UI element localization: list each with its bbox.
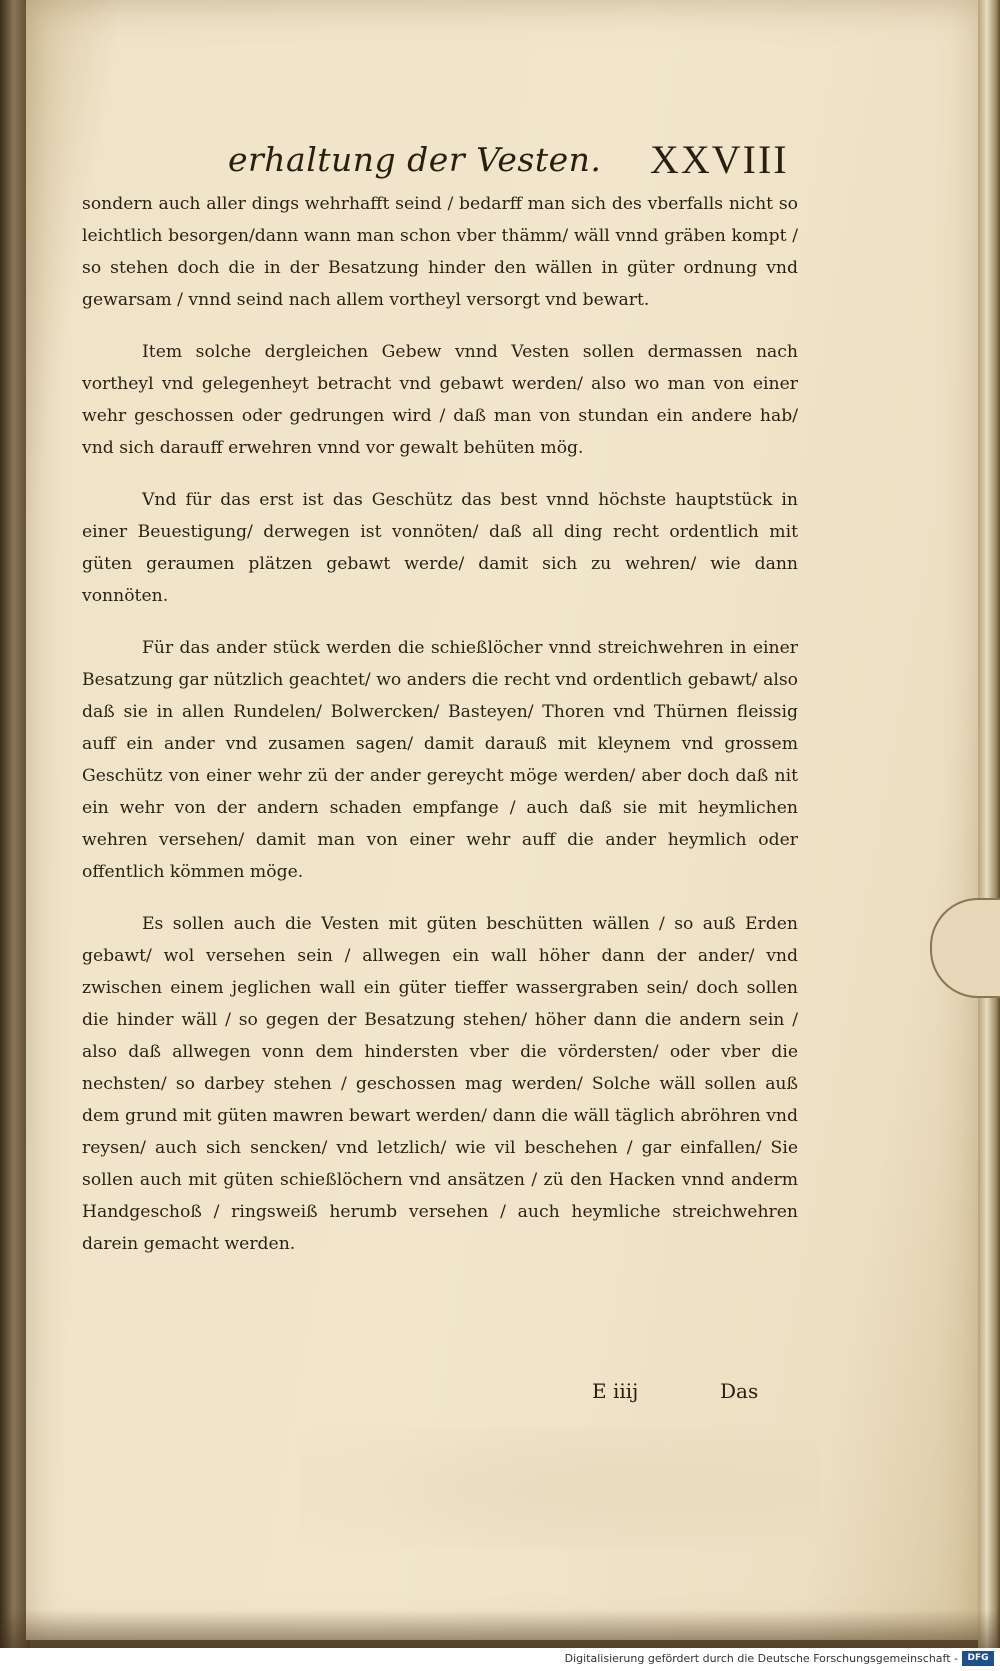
ink-bleed-through — [300, 1428, 820, 1548]
paragraph-2: Item solche dergleichen Gebew vnnd Vesten sollen dermassen nach vortheyl vnd gelegenheyt betracht vnd gebawt werden/ also wo man von einer wehr geschossen oder gedrungen wird / daß man von stundan ein andere hab/ vnd sich darauff erwehren vnnd vor gewalt behüten mög. — [82, 342, 798, 458]
paragraph-4: Für das ander stück werden die schießlöcher vnnd streichwehren in einer Besatzung gar nützlich geachtet/ wo anders die recht vnd ordentlich gebawt/ also daß sie in allen Rundelen/ Bolwercken/ Basteyen/ Thoren vnd Thürnen fleissig auff ein ander vnd zusamen sagen/ damit darauß mit kleynem vnd grossem Geschütz von einer wehr zü der ander gereycht möge werden/ aber doch daß nit ein wehr von der andern schaden empfange / auch daß sie mit heymlichen wehren versehen/ damit man von einer wehr auff die ander heymlich oder offentlich kömmen möge. — [82, 638, 798, 882]
funding-credit: Digitalisierung gefördert durch die Deutsche Forschungsgemeinschaft - — [564, 1652, 958, 1665]
body-text — [82, 188, 798, 1260]
paragraph-1: sondern auch aller dings wehrhafft seind / bedarff man sich des vberfalls nicht so leichtlich besorgen/dann wann man schon vber thämm/ wäll vnnd gräben kompt / so stehen doch die in der Besatzung hinder den wällen in güter ordnung vnd gewarsam / vnnd seind nach allem vortheyl versorgt vnd bewart. — [82, 194, 798, 310]
catchword: Das — [720, 1379, 759, 1403]
folio-number: XXVIII — [650, 137, 789, 182]
paragraph-3: Vnd für das erst ist das Geschütz das best vnnd höchste hauptstück in einer Beuestigung/ derwegen ist vonnöten/ daß all ding recht ordentlich mit güten geraumen plätzen gebawt werde/ damit sich zu wehren/ wie dann vonnöten. — [82, 490, 798, 606]
signature-mark: E iiij — [592, 1379, 639, 1403]
page-block-edge — [978, 0, 1000, 1671]
paragraph-5: Es sollen auch die Vesten mit güten beschütten wällen / so auß Erden gebawt/ wol versehen sein / allwegen ein wall höher dann der ander/ vnd zwischen einem jeglichen wall ein güter tieffer wassergraben sein/ doch sollen die hinder wäll / so gegen der Besatzung stehen/ höher dann die andern sein / also daß allwegen vonn dem hindersten vber die vördersten/ oder vber die nechsten/ so darbey stehen / geschossen mag werden/ Solche wäll sollen auß dem grund mit güten mawren bewart werden/ dann die wäll täglich abröhren vnd reysen/ auch sich sencken/ vnd letzlich/ wie vil beschehen / gar einfallen/ Sie sollen auch mit güten schießlöchern vnd ansätzen / zü den Hacken vnnd anderm Handgeschoß / ringsweiß herumb versehen / auch heymliche streichwehren darein gemacht werden. — [82, 914, 798, 1254]
page-bottom-shadow — [0, 1610, 1000, 1650]
running-title: erhaltung der Vesten. — [228, 140, 602, 179]
dfg-logo: DFG — [962, 1651, 994, 1666]
